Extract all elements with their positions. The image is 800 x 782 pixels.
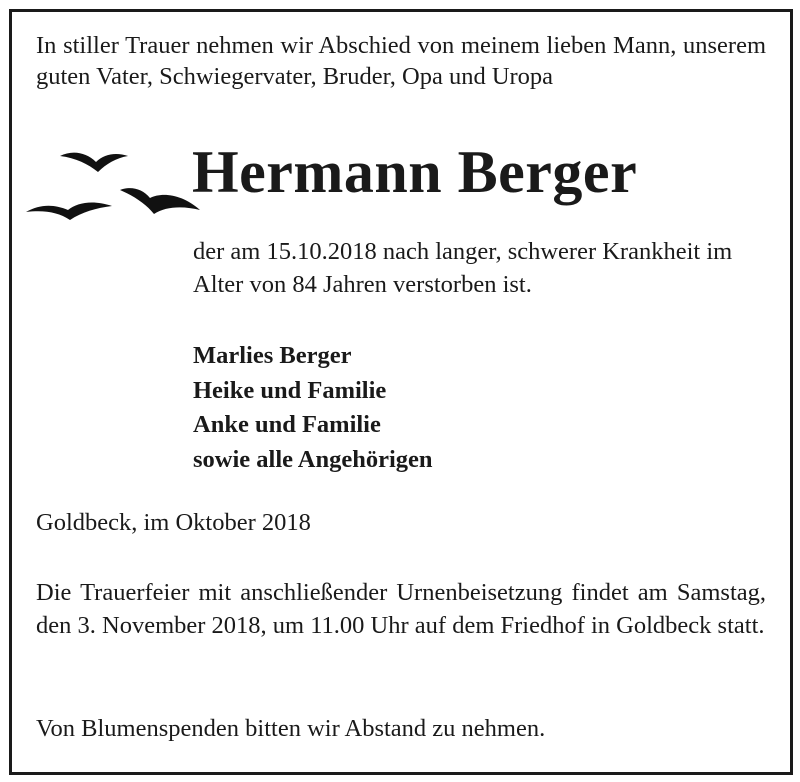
bird-right-icon xyxy=(120,188,200,214)
bird-left-icon xyxy=(26,203,112,220)
intro-text: In stiller Trauer nehmen wir Abschied von meinem lieben Mann, unserem guten Vater, Schwiegervater, Bruder, Opa und Uropa xyxy=(36,32,766,90)
place-date: Goldbeck, im Oktober 2018 xyxy=(36,509,311,536)
mourner-name: Anke und Familie xyxy=(193,411,381,438)
death-notice-text: der am 15.10.2018 nach langer, schwerer Krankheit im Alter von 84 Jahren verstorben ist. xyxy=(193,238,733,298)
bird-top-icon xyxy=(60,153,128,172)
mourner-name: sowie alle Angehörigen xyxy=(193,445,433,473)
funeral-service-text: Die Trauerfeier mit anschließender Urnenbeisetzung findet am Samstag, den 3. November 2018, um 11.00 Uhr auf dem Friedhof in Goldbeck statt. xyxy=(36,579,766,639)
flowers-request: Von Blumenspenden bitten wir Abstand zu nehmen. xyxy=(36,715,546,742)
mourner-name: Marlies Berger xyxy=(193,342,352,369)
mourner-name: Heike und Familie xyxy=(193,376,387,404)
flying-birds-icon xyxy=(24,148,204,228)
mourners-list xyxy=(193,339,433,477)
deceased-name: Hermann Berger xyxy=(192,139,638,205)
